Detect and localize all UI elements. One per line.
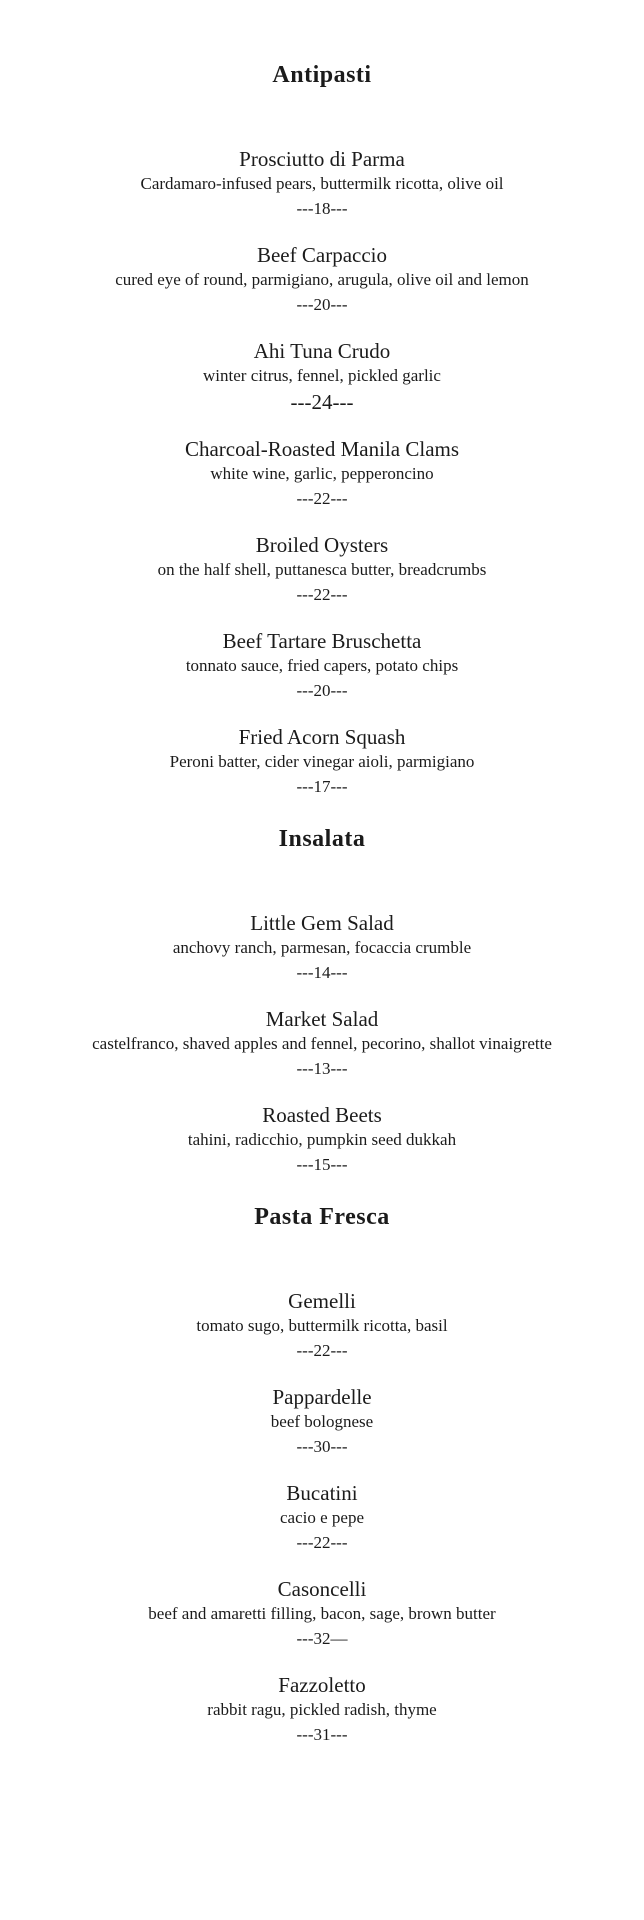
dish-name: Fazzoletto [278, 1673, 366, 1697]
dish-price: ---22--- [296, 1533, 348, 1552]
dish-price: ---17--- [296, 777, 348, 796]
dish-price: ---24--- [290, 390, 354, 414]
dish-name: Charcoal-Roasted Manila Clams [184, 437, 460, 461]
menu-section-antipasti [0, 60, 644, 798]
menu-item [0, 1289, 644, 1362]
dish-description: anchovy ranch, parmesan, focaccia crumble [172, 938, 472, 957]
menu-section-pasta-fresca [0, 1202, 644, 1746]
menu-item [0, 725, 644, 798]
dish-price: ---32— [296, 1629, 348, 1648]
dish-name: Bucatini [286, 1481, 358, 1505]
dish-name: Beef Carpaccio [256, 243, 387, 267]
dish-price: ---22--- [296, 585, 348, 604]
dish-price: ---22--- [296, 489, 348, 508]
menu-item [0, 339, 644, 414]
dish-description: winter citrus, fennel, pickled garlic [203, 366, 441, 385]
menu-item [0, 1577, 644, 1650]
menu-item [0, 147, 644, 220]
section-title: Insalata [278, 826, 366, 852]
dish-name: Ahi Tuna Crudo [253, 339, 391, 363]
dish-description: on the half shell, puttanesca butter, breadcrumbs [157, 560, 487, 579]
menu-item [0, 1007, 644, 1080]
menu-item [0, 1103, 644, 1176]
dish-price: ---14--- [296, 963, 348, 982]
menu-item [0, 1481, 644, 1554]
dish-description: tonnato sauce, fried capers, potato chips [185, 656, 459, 675]
dish-description: tahini, radicchio, pumpkin seed dukkah [187, 1130, 457, 1149]
dish-price: ---20--- [296, 681, 348, 700]
menu-item [0, 437, 644, 510]
dish-description: Peroni batter, cider vinegar aioli, parmigiano [169, 752, 475, 771]
dish-name: Broiled Oysters [255, 533, 389, 557]
dish-description: tomato sugo, buttermilk ricotta, basil [196, 1316, 448, 1335]
dish-price: ---30--- [296, 1437, 348, 1456]
dish-description: white wine, garlic, pepperoncino [210, 464, 434, 483]
dish-description: beef bolognese [270, 1412, 374, 1431]
dish-description: castelfranco, shaved apples and fennel, pecorino, shallot vinaigrette [92, 1034, 552, 1053]
menu-item [0, 533, 644, 606]
menu-item [0, 1673, 644, 1746]
menu-item [0, 629, 644, 702]
dish-price: ---18--- [296, 199, 348, 218]
dish-price: ---20--- [296, 295, 348, 314]
dish-name: Beef Tartare Bruschetta [222, 629, 422, 653]
dish-description: rabbit ragu, pickled radish, thyme [207, 1700, 437, 1719]
menu-section-insalata [0, 824, 644, 1176]
dish-price: ---13--- [296, 1059, 348, 1078]
dish-description: Cardamaro-infused pears, buttermilk ricotta, olive oil [140, 174, 504, 193]
dish-description: cured eye of round, parmigiano, arugula, olive oil and lemon [115, 270, 529, 289]
dish-description: beef and amaretti filling, bacon, sage, brown butter [148, 1604, 496, 1623]
dish-name: Fried Acorn Squash [238, 725, 406, 749]
section-title: Antipasti [272, 62, 372, 88]
menu-item [0, 1385, 644, 1458]
dish-price: ---15--- [296, 1155, 348, 1174]
menu-item [0, 243, 644, 316]
dish-name: Casoncelli [277, 1577, 367, 1601]
dish-name: Roasted Beets [262, 1103, 382, 1127]
dish-name: Pappardelle [272, 1385, 372, 1409]
dish-price: ---31--- [296, 1725, 348, 1744]
dish-name: Market Salad [265, 1007, 379, 1031]
dish-name: Gemelli [288, 1289, 356, 1313]
dish-name: Prosciutto di Parma [239, 147, 405, 171]
dish-name: Little Gem Salad [250, 911, 394, 935]
section-title: Pasta Fresca [254, 1204, 390, 1230]
menu-item [0, 911, 644, 984]
dish-description: cacio e pepe [280, 1508, 364, 1527]
dish-price: ---22--- [296, 1341, 348, 1360]
